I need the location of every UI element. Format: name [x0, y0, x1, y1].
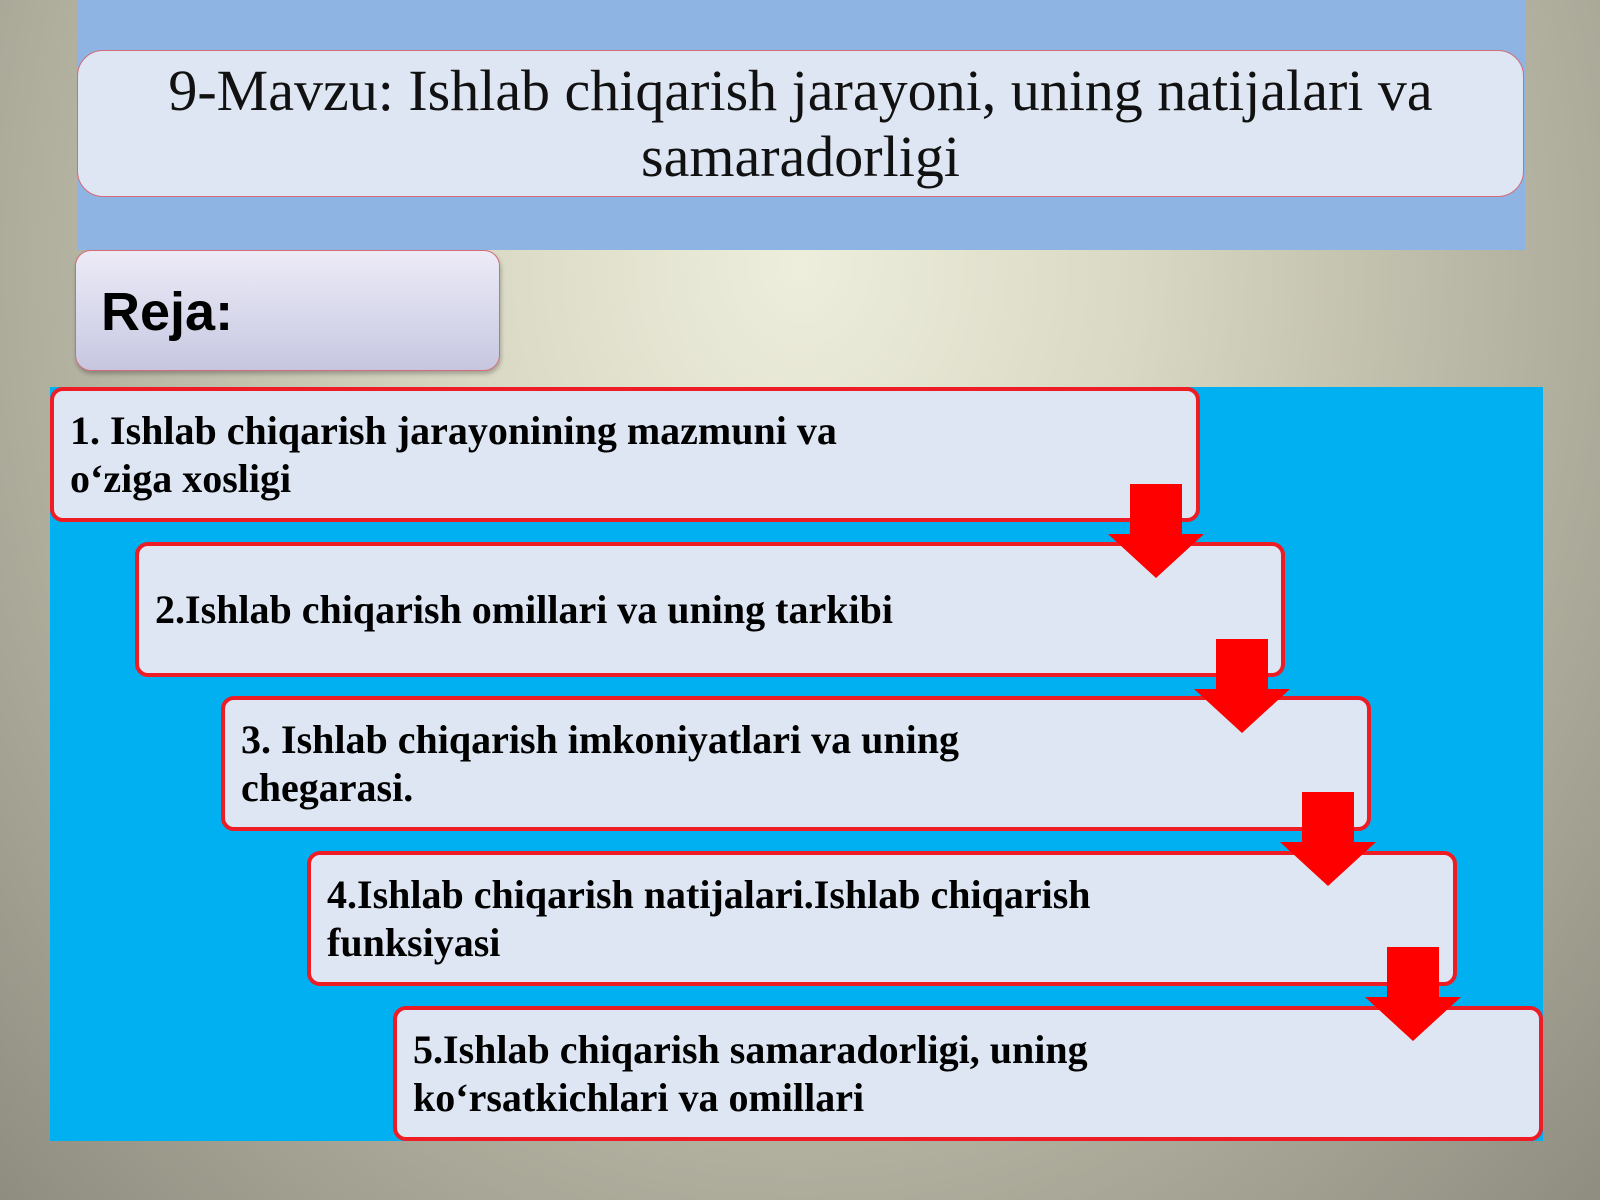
step-text-5: 5.Ishlab chiqarish samaradorligi, uning ko‘rsatkichlari va omillari — [413, 1026, 1088, 1120]
step-box-1 — [50, 387, 1200, 522]
step-text-3: 3. Ishlab chiqarish imkoniyatlari va uning chegarasi. — [241, 716, 959, 810]
step-text-2: 2.Ishlab chiqarish omillari va uning tarkibi — [155, 586, 893, 632]
slide-title: 9-Mavzu: Ishlab chiqarish jarayoni, uning natijalari va samaradorligi — [168, 57, 1433, 189]
plan-label: Reja: — [101, 282, 234, 342]
step-text-4: 4.Ishlab chiqarish natijalari.Ishlab chiqarish funksiyasi — [327, 871, 1091, 965]
down-arrow-icon — [1108, 484, 1204, 578]
down-arrow-icon — [1194, 639, 1290, 733]
slide-title-box — [77, 50, 1524, 197]
plan-label-box — [75, 250, 500, 371]
down-arrow-icon — [1280, 792, 1376, 886]
down-arrow-icon — [1365, 947, 1461, 1041]
step-text-1: 1. Ishlab chiqarish jarayonining mazmuni va o‘ziga xosligi — [70, 407, 837, 501]
